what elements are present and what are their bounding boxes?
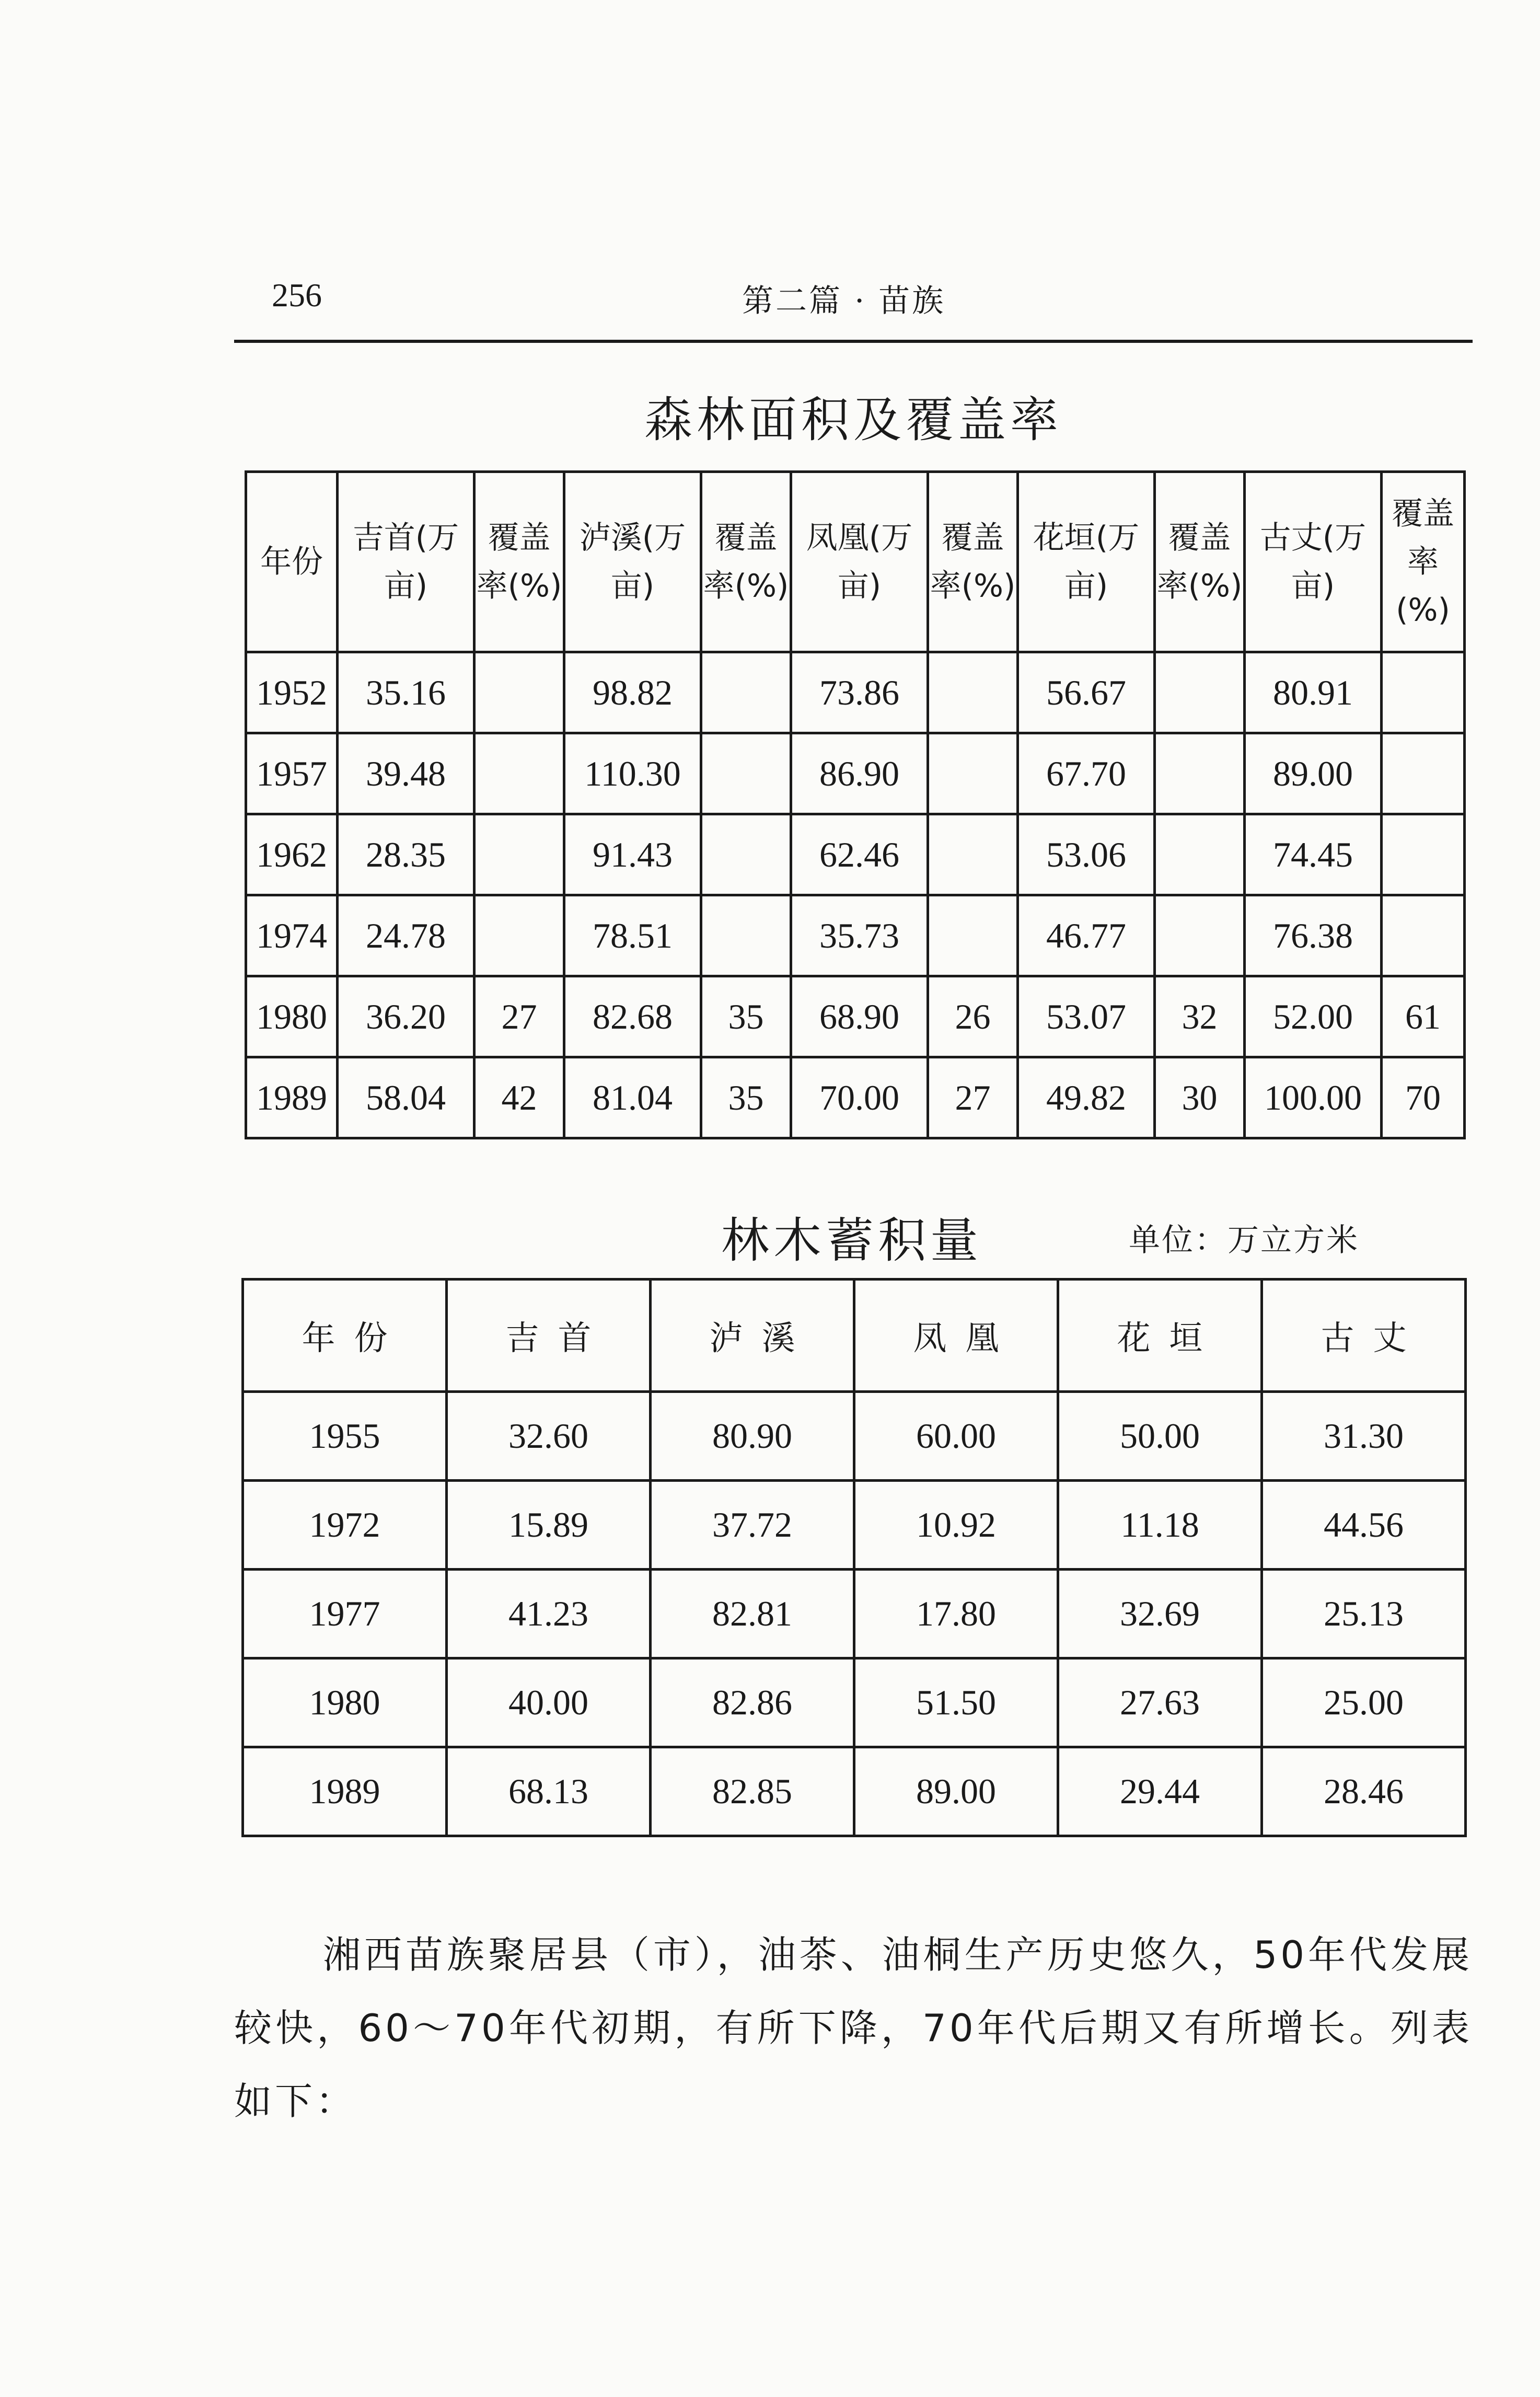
timber-year-cell: 1980 [243,1658,447,1747]
timber-value-cell: 82.86 [651,1658,854,1747]
timber-value-cell: 10.92 [854,1481,1058,1570]
forest-header-cell: 花垣(万亩) [1018,472,1155,652]
timber-value-cell: 27.63 [1058,1658,1262,1747]
forest-value-cell [1382,652,1465,733]
forest-value-cell: 56.67 [1018,652,1155,733]
forest-value-cell: 46.77 [1018,895,1155,976]
timber-row [243,1481,1466,1570]
forest-value-cell: 36.20 [338,976,474,1057]
forest-value-cell: 62.46 [791,814,928,895]
forest-value-cell: 53.06 [1018,814,1155,895]
forest-value-cell: 26 [928,976,1018,1057]
timber-header-cell: 古丈 [1262,1280,1466,1392]
timber-value-cell: 68.13 [447,1747,651,1836]
forest-value-cell: 49.82 [1018,1057,1155,1138]
forest-year-cell: 1962 [246,814,338,895]
forest-value-cell [474,814,564,895]
forest-value-cell: 67.70 [1018,733,1155,814]
timber-header-cell: 年份 [243,1280,447,1392]
forest-row [246,733,1465,814]
body-paragraph: 湘西苗族聚居县（市），油茶、油桐生产历史悠久，50年代发展较快，60～70年代初期，有所下降，70年代后期又有所增长。列表如下： [234,1933,1473,2123]
forest-value-cell: 35 [701,976,791,1057]
running-head: 第二篇 · 苗族 [742,283,946,319]
forest-value-cell [474,652,564,733]
forest-year-cell: 1974 [246,895,338,976]
forest-header-cell: 古丈(万亩) [1245,472,1382,652]
forest-value-cell [928,814,1018,895]
timber-value-cell: 89.00 [854,1747,1058,1836]
forest-value-cell [1155,814,1245,895]
timber-table-title: 林木蓄积量 [721,1213,983,1269]
timber-table-header-row [243,1280,1466,1392]
forest-row [246,1057,1465,1138]
timber-header-cell: 吉首 [447,1280,651,1392]
timber-row [243,1570,1466,1658]
forest-value-cell: 35.73 [791,895,928,976]
forest-value-cell: 81.04 [564,1057,701,1138]
forest-value-cell: 70 [1382,1057,1465,1138]
forest-year-cell: 1957 [246,733,338,814]
forest-value-cell: 61 [1382,976,1465,1057]
timber-value-cell: 32.69 [1058,1570,1262,1658]
timber-year-cell: 1972 [243,1481,447,1570]
timber-value-cell: 37.72 [651,1481,854,1570]
forest-value-cell: 68.90 [791,976,928,1057]
forest-value-cell [928,652,1018,733]
timber-value-cell: 25.00 [1262,1658,1466,1747]
timber-value-cell: 31.30 [1262,1392,1466,1481]
forest-value-cell: 98.82 [564,652,701,733]
forest-header-cell: 覆盖率(%) [928,472,1018,652]
forest-value-cell: 32 [1155,976,1245,1057]
forest-row [246,652,1465,733]
timber-value-cell: 80.90 [651,1392,854,1481]
forest-value-cell [1382,895,1465,976]
forest-header-cell: 凤凰(万亩) [791,472,928,652]
forest-value-cell [1155,895,1245,976]
timber-header-cell: 花垣 [1058,1280,1262,1392]
header-rule [234,340,1473,343]
forest-value-cell: 35 [701,1057,791,1138]
forest-area-table [245,470,1466,1139]
forest-value-cell: 24.78 [338,895,474,976]
forest-year-cell: 1952 [246,652,338,733]
forest-value-cell [1382,733,1465,814]
timber-value-cell: 50.00 [1058,1392,1262,1481]
forest-year-cell: 1980 [246,976,338,1057]
forest-value-cell: 70.00 [791,1057,928,1138]
forest-header-cell: 年份 [246,472,338,652]
forest-value-cell [1155,733,1245,814]
forest-value-cell [1155,652,1245,733]
forest-value-cell [701,652,791,733]
timber-value-cell: 25.13 [1262,1570,1466,1658]
forest-header-cell: 覆盖率(%) [474,472,564,652]
forest-value-cell: 82.68 [564,976,701,1057]
forest-value-cell: 74.45 [1245,814,1382,895]
timber-value-cell: 28.46 [1262,1747,1466,1836]
forest-value-cell: 39.48 [338,733,474,814]
forest-value-cell [701,733,791,814]
timber-value-cell: 40.00 [447,1658,651,1747]
forest-row [246,976,1465,1057]
forest-year-cell: 1989 [246,1057,338,1138]
forest-value-cell: 42 [474,1057,564,1138]
forest-row [246,814,1465,895]
forest-value-cell [928,895,1018,976]
timber-value-cell: 44.56 [1262,1481,1466,1570]
forest-value-cell: 35.16 [338,652,474,733]
timber-header-cell: 凤凰 [854,1280,1058,1392]
timber-value-cell: 51.50 [854,1658,1058,1747]
timber-header-cell: 泸溪 [651,1280,854,1392]
forest-value-cell: 89.00 [1245,733,1382,814]
timber-value-cell: 41.23 [447,1570,651,1658]
forest-value-cell: 76.38 [1245,895,1382,976]
forest-value-cell: 52.00 [1245,976,1382,1057]
timber-year-cell: 1955 [243,1392,447,1481]
forest-value-cell: 110.30 [564,733,701,814]
forest-value-cell [1382,814,1465,895]
timber-value-cell: 32.60 [447,1392,651,1481]
forest-value-cell: 91.43 [564,814,701,895]
forest-value-cell: 30 [1155,1057,1245,1138]
forest-header-cell: 覆盖率(%) [701,472,791,652]
forest-table-header-row [246,472,1465,652]
forest-row [246,895,1465,976]
timber-value-cell: 17.80 [854,1570,1058,1658]
forest-header-cell: 覆盖率(%) [1382,472,1465,652]
timber-value-cell: 82.85 [651,1747,854,1836]
forest-value-cell: 100.00 [1245,1057,1382,1138]
body-text [234,1918,1473,2138]
timber-row [243,1392,1466,1481]
forest-value-cell [474,895,564,976]
timber-row [243,1658,1466,1747]
forest-value-cell [701,895,791,976]
timber-year-cell: 1977 [243,1570,447,1658]
forest-value-cell: 58.04 [338,1057,474,1138]
timber-value-cell: 82.81 [651,1570,854,1658]
forest-value-cell [701,814,791,895]
forest-value-cell: 27 [928,1057,1018,1138]
forest-value-cell: 27 [474,976,564,1057]
forest-value-cell [928,733,1018,814]
forest-value-cell: 73.86 [791,652,928,733]
timber-value-cell: 60.00 [854,1392,1058,1481]
forest-header-cell: 吉首(万亩) [338,472,474,652]
forest-value-cell: 86.90 [791,733,928,814]
timber-row [243,1747,1466,1836]
forest-value-cell: 78.51 [564,895,701,976]
page-number: 256 [272,276,322,314]
forest-value-cell: 28.35 [338,814,474,895]
timber-volume-table [241,1278,1467,1837]
timber-year-cell: 1989 [243,1747,447,1836]
timber-table-unit: 单位：万立方米 [1129,1222,1359,1259]
forest-value-cell [474,733,564,814]
timber-value-cell: 11.18 [1058,1481,1262,1570]
forest-value-cell: 53.07 [1018,976,1155,1057]
forest-header-cell: 覆盖率(%) [1155,472,1245,652]
forest-header-cell: 泸溪(万亩) [564,472,701,652]
timber-value-cell: 29.44 [1058,1747,1262,1836]
forest-value-cell: 80.91 [1245,652,1382,733]
forest-table-title: 森林面积及覆盖率 [644,392,1062,448]
timber-value-cell: 15.89 [447,1481,651,1570]
